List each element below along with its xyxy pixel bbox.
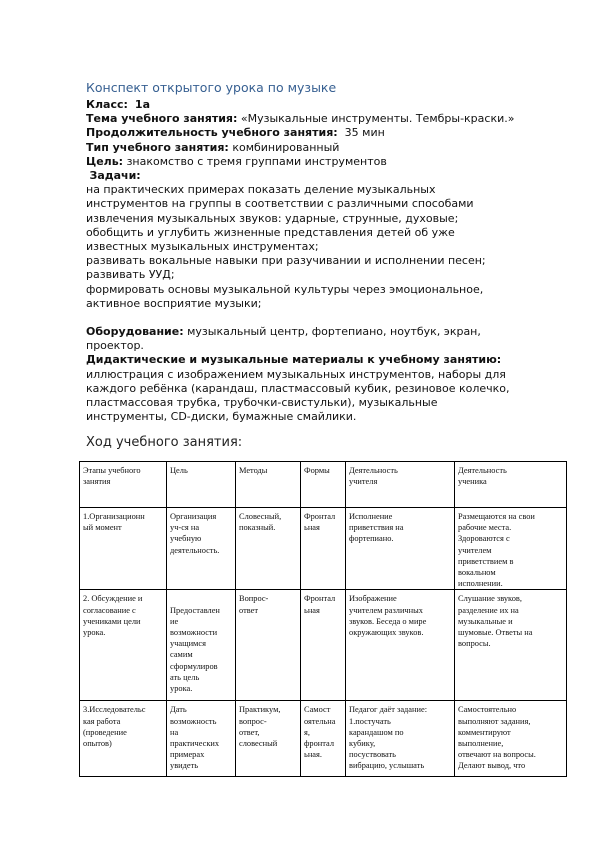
- cell-text-line: ьная.: [304, 750, 322, 760]
- cell-text-line: учителя: [349, 477, 378, 487]
- cell-text-line: ать цель: [170, 672, 200, 682]
- materials-text-line: пластмассовая трубка, трубочки-свистульки), музыкальные: [86, 396, 438, 410]
- table-header-row: [80, 462, 567, 508]
- cell-text-line: вибрацию, услышать: [349, 761, 425, 771]
- topic-value: «Музыкальные инструменты. Тембры-краски.»: [240, 112, 515, 126]
- cell-text-line: на: [170, 727, 179, 737]
- cell-text-line: возможность: [170, 716, 217, 726]
- cell-text-line: фронтал: [304, 739, 335, 749]
- cell-text-line: Словесный,: [239, 512, 282, 521]
- table-cell: [167, 508, 236, 590]
- cell-text-line: карандашом по: [349, 727, 404, 737]
- cell-text-line: Изображение: [349, 594, 397, 604]
- table-cell: [301, 701, 346, 777]
- table-cell: [301, 508, 346, 590]
- duration-label: Продолжительность учебного занятия:: [86, 126, 338, 140]
- table-cell: [80, 590, 167, 701]
- cell-text-line: учителем различных: [349, 605, 423, 615]
- cell-text-line: Самост: [304, 705, 331, 715]
- materials-label-text: Дидактические и музыкальные материалы к учебному занятию:: [86, 353, 502, 367]
- cell-text-line: Здороваются с: [458, 534, 510, 544]
- table-cell: [346, 701, 455, 777]
- cell-text-line: комментируют: [458, 727, 511, 737]
- table-row: [80, 590, 567, 701]
- cell-text-line: опытов): [83, 739, 112, 749]
- cell-text-line: ответ: [239, 605, 259, 615]
- tasks-text-line: активное восприятие музыки;: [86, 296, 262, 310]
- tasks-text-line: развивать вокальные навыки при разучивании и исполнении песен;: [86, 254, 486, 268]
- cell-text-line: рабочие места.: [458, 523, 512, 533]
- table-cell: [346, 462, 455, 508]
- cell-text-line: вокальном: [458, 568, 496, 578]
- cell-text-line: примерах: [170, 750, 205, 760]
- topic-line: [86, 112, 556, 126]
- duration-line: [86, 126, 556, 140]
- table-cell: [346, 590, 455, 701]
- cell-text-line: разделение их на: [458, 605, 519, 615]
- cell-text-line: приветствием в: [458, 556, 514, 566]
- table-cell: [236, 590, 301, 701]
- cell-text-line: 1.Организационн: [83, 512, 145, 521]
- cell-text-line: учащимся: [170, 639, 206, 649]
- table-cell: [301, 462, 346, 508]
- cell-text-line: шумовые. Ответы на: [458, 628, 533, 638]
- tasks-text-line: развивать УУД;: [86, 268, 175, 282]
- cell-text-line: оятельна: [304, 716, 336, 726]
- cell-text-line: Методы: [239, 466, 268, 475]
- cell-text-line: 2. Обсуждение и: [83, 594, 143, 604]
- table-cell: [346, 508, 455, 590]
- cell-text-line: кубику,: [349, 739, 376, 749]
- cell-text-line: Исполнение: [349, 512, 393, 521]
- cell-text-line: ответ,: [239, 727, 260, 737]
- table-cell: [301, 590, 346, 701]
- table-cell: [455, 701, 567, 777]
- cell-text-line: 1.постучать: [349, 716, 391, 726]
- tasks-text-line: на практических примерах показать деление музыкальных: [86, 183, 436, 197]
- class-label: Класс:: [86, 98, 128, 111]
- cell-text-line: ый момент: [83, 523, 122, 533]
- cell-text-line: Организация: [170, 512, 217, 521]
- table-cell: [236, 462, 301, 508]
- cell-text-line: Фронтал: [304, 594, 336, 604]
- tasks-line: [86, 169, 556, 183]
- table-cell: [167, 701, 236, 777]
- cell-text-line: деятельность.: [170, 545, 220, 555]
- cell-text-line: учителем: [458, 545, 492, 555]
- cell-text-line: Деятельность: [349, 466, 398, 475]
- tasks-label: Задачи:: [89, 169, 141, 183]
- cell-text-line: Слушание звуков,: [458, 594, 522, 604]
- materials-text-line: инструменты, CD-диски, бумажные смайлики.: [86, 410, 357, 424]
- cell-text-line: ьная: [304, 523, 320, 533]
- table-cell: [236, 508, 301, 590]
- cell-text-line: учебную: [170, 534, 202, 544]
- cell-text-line: урока.: [83, 628, 106, 638]
- cell-text-line: уч-ся на: [170, 523, 200, 533]
- cell-text-line: ие: [170, 616, 179, 626]
- equipment-label: Оборудование:: [86, 325, 184, 339]
- cell-text-line: 3.Исследовательс: [83, 705, 146, 715]
- cell-text-line: практических: [170, 739, 220, 749]
- tasks-text-line: извлечения музыкальных звуков: ударные, струнные, духовые;: [86, 211, 459, 225]
- type-line: [86, 141, 556, 155]
- materials-text-line: каждого ребёнка (карандаш, пластмассовый кубик, резиновое колечко,: [86, 381, 510, 395]
- table-cell: [455, 508, 567, 590]
- equipment-line-2: проектор.: [86, 339, 144, 353]
- cell-text-line: Формы: [304, 466, 330, 475]
- table-cell: [167, 590, 236, 701]
- type-value: комбинированный: [232, 140, 340, 154]
- cell-text-line: показный.: [239, 523, 276, 533]
- cell-text-line: Делают вывод, что: [458, 761, 526, 771]
- cell-text-line: сформулиров: [170, 661, 218, 671]
- cell-text-line: (проведение: [83, 727, 127, 737]
- cell-text-line: выполнение,: [458, 739, 504, 749]
- lesson-table: [79, 461, 567, 777]
- cell-text-line: занятия: [83, 477, 111, 487]
- cell-text-line: Практикум,: [239, 705, 281, 715]
- table-cell: [167, 462, 236, 508]
- cell-text-line: Деятельность: [458, 466, 507, 475]
- cell-text-line: вопросы.: [458, 639, 491, 649]
- table-cell: [455, 462, 567, 508]
- equipment-value: музыкальный центр, фортепиано, ноутбук, экран,: [187, 325, 481, 339]
- table-cell: [80, 508, 167, 590]
- cell-text-line: Дать: [170, 705, 187, 715]
- cell-text-line: Самостоятельно: [458, 705, 517, 715]
- cell-text-line: отвечают на вопросы.: [458, 750, 536, 760]
- cell-text-line: урока.: [170, 684, 193, 694]
- cell-text-line: Предоставлен: [170, 605, 220, 615]
- class-line: [86, 98, 556, 112]
- cell-text-line: Цель: [170, 466, 188, 475]
- class-value: 1а: [134, 98, 150, 111]
- cell-text-line: Фронтал: [304, 512, 336, 521]
- cell-text-line: словесный: [239, 739, 278, 749]
- cell-text-line: музыкальные и: [458, 616, 513, 626]
- document-body: [86, 98, 556, 424]
- type-label: Тип учебного занятия:: [86, 140, 229, 154]
- goal-value: знакомство с тремя группами инструментов: [126, 154, 387, 168]
- cell-text-line: Этапы учебного: [83, 466, 141, 475]
- tasks-text-line: формировать основы музыкальной культуры через эмоциональное,: [86, 282, 484, 296]
- cell-text-line: ученика: [458, 477, 487, 487]
- cell-text-line: я,: [304, 727, 310, 737]
- cell-text-line: ьная: [304, 605, 320, 615]
- table-cell: [236, 701, 301, 777]
- cell-text-line: приветствия на: [349, 523, 404, 533]
- cell-text-line: посуствовать: [349, 750, 396, 760]
- topic-label: Тема учебного занятия:: [86, 112, 238, 126]
- cell-text-line: окружающих звуков.: [349, 628, 424, 638]
- cell-text-line: вопрос-: [239, 716, 267, 726]
- cell-text-line: увидеть: [170, 761, 199, 771]
- paragraph-gap: [86, 311, 556, 325]
- tasks-text-line: обобщить и углубить жизненные представления детей об уже: [86, 225, 455, 239]
- table-cell: [80, 701, 167, 777]
- cell-text-line: кая работа: [83, 716, 121, 726]
- materials-label: [86, 353, 556, 367]
- goal-line: [86, 155, 556, 169]
- duration-value: 35 мин: [344, 126, 385, 140]
- tasks-text-line: известных музыкальных инструментах;: [86, 240, 319, 254]
- cell-text-line: звуков. Беседа о мире: [349, 616, 427, 626]
- table-cell: [455, 590, 567, 701]
- cell-text-line: согласование с: [83, 605, 136, 615]
- document-title: Конспект открытого урока по музыке: [86, 80, 337, 95]
- cell-text-line: самим: [170, 650, 193, 660]
- cell-text-line: фортепиано.: [349, 534, 394, 544]
- table-cell: [80, 462, 167, 508]
- table-row: [80, 701, 567, 777]
- course-heading: Ход учебного занятия:: [86, 435, 243, 450]
- cell-text-line: Размещаются на свои: [458, 512, 535, 521]
- cell-text-line: исполнении.: [458, 579, 503, 589]
- equipment-line: [86, 325, 556, 339]
- cell-text-line: выполняют задания,: [458, 716, 531, 726]
- table-row: [80, 508, 567, 590]
- cell-text-line: [170, 593, 232, 604]
- cell-text-line: учениками цели: [83, 616, 141, 626]
- goal-label: Цель:: [86, 154, 124, 168]
- tasks-text-line: инструментов на группы в соответствии с различными способами: [86, 197, 474, 211]
- cell-text-line: Вопрос-: [239, 594, 269, 604]
- cell-text-line: Педагог даёт задание:: [349, 705, 428, 715]
- cell-text-line: возможности: [170, 628, 218, 638]
- materials-text-line: иллюстрация с изображением музыкальных инструментов, наборы для: [86, 367, 506, 381]
